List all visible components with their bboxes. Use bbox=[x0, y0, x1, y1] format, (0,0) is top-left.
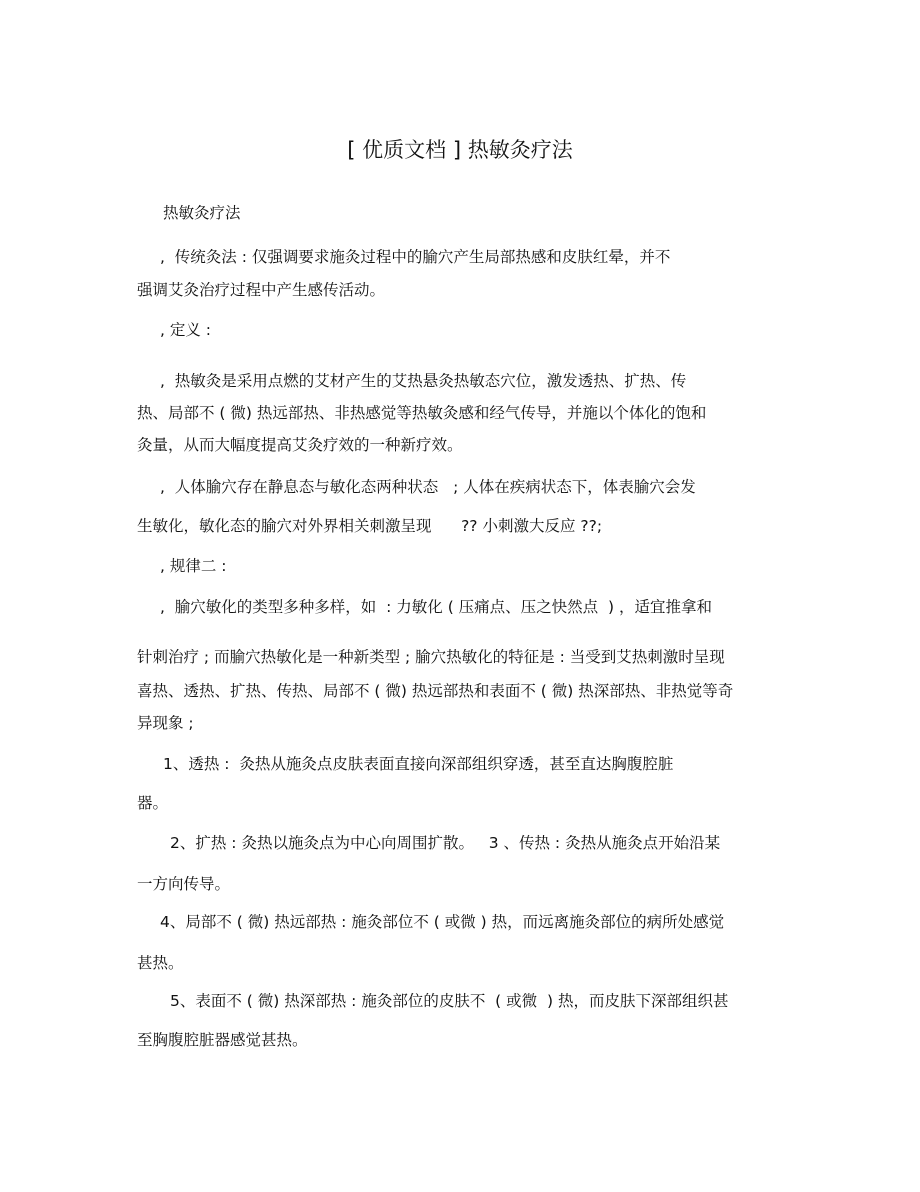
list-item: 2、扩热 : 灸热以施灸点为中心向周围扩散。 3 、传热 : 灸热从施灸点开始沿某 bbox=[170, 834, 721, 852]
paragraph-line: , 人体腧穴存在静息态与敏化态两种状态 ; 人体在疾病状态下，体表腧穴会发 bbox=[160, 478, 696, 496]
section-heading: , 定义 : bbox=[160, 321, 212, 339]
list-item-continuation: 甚热。 bbox=[137, 954, 184, 972]
list-item: 1、透热 : 灸热从施灸点皮肤表面直接向深部组织穿透，甚至直达胸腹腔脏 bbox=[163, 755, 674, 773]
paragraph-line: 热、局部不 ( 微) 热远部热、非热感觉等热敏灸感和经气传导，并施以个体化的饱和 bbox=[137, 404, 707, 422]
paragraph-line: 异现象 ; bbox=[137, 714, 194, 732]
paragraph-line: , 热敏灸是采用点燃的艾材产生的艾热悬灸热敏态穴位，激发透热、扩热、传 bbox=[160, 372, 687, 390]
subtitle-line: 热敏灸疗法 bbox=[163, 204, 241, 222]
document-title: [ 优质文档 ] 热敏灸疗法 bbox=[347, 138, 573, 162]
list-item: 4、局部不 ( 微) 热远部热 : 施灸部位不 ( 或微 ) 热，而远离施灸部位的病所处感觉 bbox=[160, 913, 725, 931]
paragraph-line: 强调艾灸治疗过程中产生感传活动。 bbox=[137, 281, 386, 299]
list-item-continuation: 一方向传导。 bbox=[137, 875, 231, 893]
paragraph-line: 灸量，从而大幅度提高艾灸疗效的一种新疗效。 bbox=[137, 436, 463, 454]
section-heading: , 规律二 : bbox=[160, 557, 227, 575]
paragraph-line: , 传统灸法 : 仅强调要求施灸过程中的腧穴产生局部热感和皮肤红晕，并不 bbox=[160, 248, 671, 266]
paragraph-line: 针刺治疗 ; 而腧穴热敏化是一种新类型 ; 腧穴热敏化的特征是 : 当受到艾热刺激时呈现 bbox=[137, 648, 725, 666]
list-item-continuation: 器。 bbox=[137, 794, 169, 812]
list-item: 5、表面不 ( 微) 热深部热 : 施灸部位的皮肤不 ( 或微 ) 热，而皮肤下深部组织甚 bbox=[170, 992, 729, 1010]
list-item-continuation: 至胸腹腔脏器感觉甚热。 bbox=[137, 1031, 308, 1049]
paragraph-line: , 腧穴敏化的类型多种多样，如 : 力敏化 ( 压痛点、压之快然点 ) ，适宜推拿和 bbox=[160, 598, 713, 616]
paragraph-line: 喜热、透热、扩热、传热、局部不 ( 微) 热远部热和表面不 ( 微) 热深部热、非热觉等奇 bbox=[137, 682, 734, 700]
paragraph-line: 生敏化，敏化态的腧穴对外界相关刺激呈现 ?? 小刺激大反应 ??; bbox=[137, 517, 603, 535]
